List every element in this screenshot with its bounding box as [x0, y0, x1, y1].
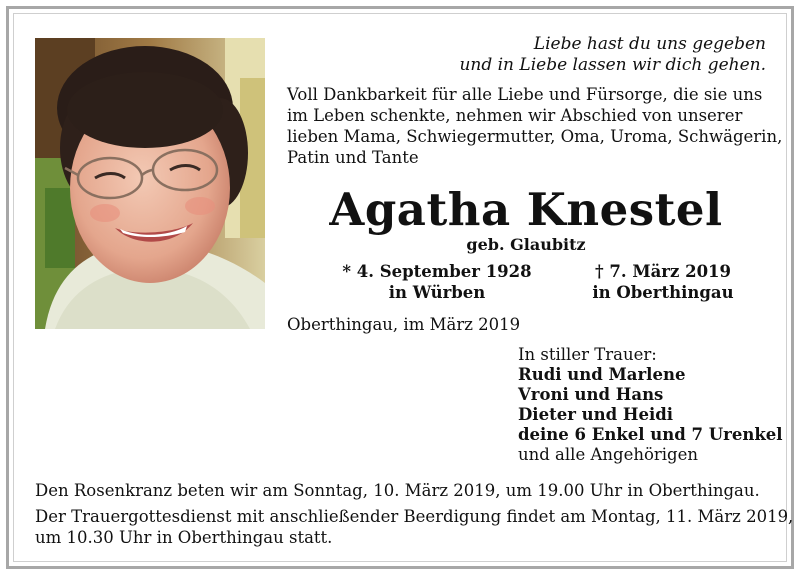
intro-line: im Leben schenkte, nehmen wir Abschied von unserer — [287, 106, 743, 125]
mourners-outro: und alle Angehörigen — [518, 445, 699, 464]
mourners-intro: In stiller Trauer: — [518, 345, 657, 364]
motto-line: Liebe hast du uns gegeben — [533, 34, 766, 54]
maiden-name: geb. Glaubitz — [466, 235, 586, 254]
motto-line: und in Liebe lassen wir dich gehen. — [459, 55, 766, 75]
rosary-notice: Den Rosenkranz beten wir am Sonntag, 10. März 2019, um 19.00 Uhr in Oberthingau. — [35, 481, 760, 500]
birth-info — [287, 261, 587, 303]
deceased-name: Agatha Knestel — [329, 183, 723, 236]
funeral-line: um 10.30 Uhr in Oberthingau statt. — [35, 528, 333, 547]
birth-date: * 4. September 1928 — [342, 262, 532, 281]
intro-line: lieben Mama, Schwiegermutter, Oma, Uroma, Schwägerin, — [287, 127, 783, 146]
intro-line: Voll Dankbarkeit für alle Liebe und Fürsorge, die sie uns — [287, 85, 763, 104]
funeral-notice — [35, 506, 794, 548]
mourner-entry: Vroni und Hans — [518, 385, 664, 404]
intro-text — [287, 84, 783, 168]
mourners-list — [518, 345, 783, 465]
motto-verse — [459, 34, 766, 76]
funeral-line: Der Trauergottesdienst mit anschließender Beerdigung findet am Montag, 11. März 2019, — [35, 507, 794, 526]
mourner-entry: Rudi und Marlene — [518, 365, 686, 384]
death-info — [548, 261, 778, 303]
place-date: Oberthingau, im März 2019 — [287, 315, 521, 334]
death-place: in Oberthingau — [592, 283, 734, 302]
intro-line: Patin und Tante — [287, 148, 419, 167]
portrait-photo — [35, 38, 265, 329]
birth-place: in Würben — [388, 283, 486, 302]
mourner-entry: Dieter und Heidi — [518, 405, 674, 424]
death-date: † 7. März 2019 — [594, 262, 732, 281]
mourner-entry: deine 6 Enkel und 7 Urenkel — [518, 425, 783, 444]
